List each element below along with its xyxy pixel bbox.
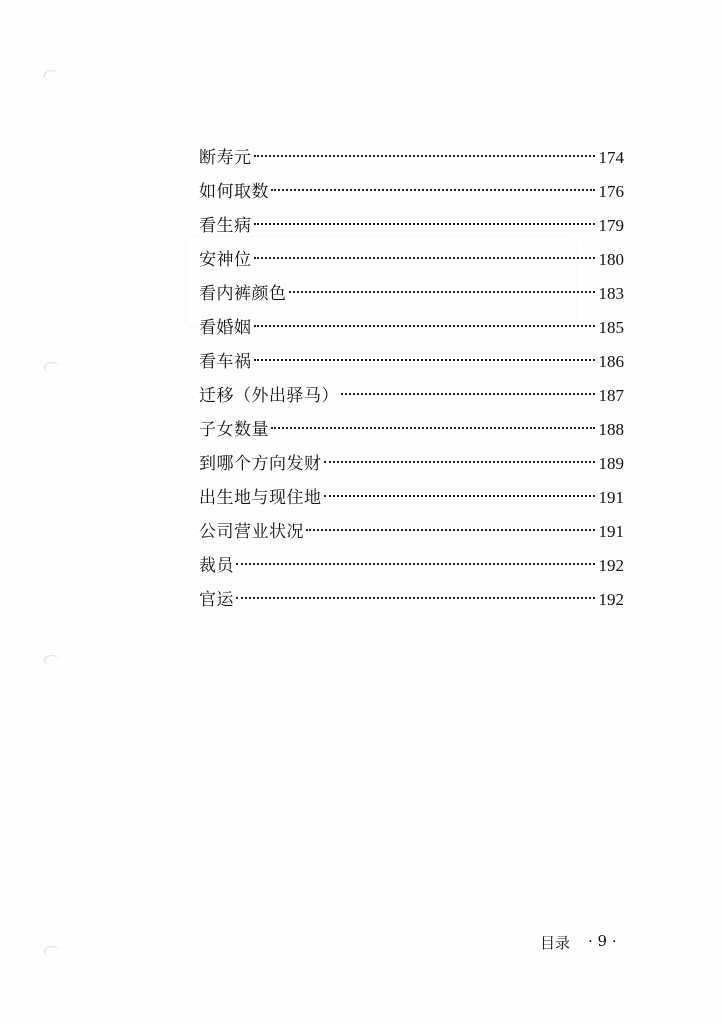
toc-leader-dots (254, 325, 595, 327)
toc-entry-page: 180 (598, 250, 624, 269)
toc-entry-title: 子女数量 (199, 420, 269, 440)
toc-leader-dots (289, 291, 595, 293)
toc-entry-title: 看车祸 (199, 352, 252, 372)
toc-leader-dots (324, 495, 595, 497)
toc-entry-title: 官运 (199, 590, 234, 610)
toc-entry-title: 到哪个方向发财 (199, 454, 322, 474)
toc-entry-page: 174 (598, 148, 624, 167)
punch-mark (44, 70, 59, 81)
toc-leader-dots (254, 257, 595, 259)
toc-entry-page: 187 (598, 386, 624, 405)
toc-entry[interactable] (199, 209, 624, 243)
toc-entry-page: 186 (598, 352, 624, 371)
footer-section-label: 目录 (540, 934, 571, 952)
toc-entry[interactable] (199, 379, 624, 413)
toc-entry-page: 192 (598, 590, 624, 609)
toc-entry[interactable] (199, 447, 624, 481)
table-of-contents (199, 141, 624, 617)
toc-entry[interactable] (199, 243, 624, 277)
toc-leader-dots (324, 461, 595, 463)
toc-leader-dots (341, 393, 595, 395)
toc-leader-dots (254, 155, 595, 157)
toc-entry-page: 183 (598, 284, 624, 303)
toc-entry[interactable] (199, 583, 624, 617)
toc-entry[interactable] (199, 549, 624, 583)
toc-entry-page: 191 (598, 522, 624, 541)
footer-page-number: · 9 · (588, 932, 617, 950)
punch-mark (44, 655, 59, 666)
toc-entry-title: 安神位 (199, 250, 252, 270)
toc-leader-dots (271, 427, 595, 429)
toc-leader-dots (306, 529, 595, 531)
toc-entry[interactable] (199, 175, 624, 209)
toc-entry-title: 迁移（外出驿马） (199, 386, 339, 406)
toc-entry-title: 如何取数 (199, 182, 269, 202)
toc-entry[interactable] (199, 311, 624, 345)
toc-leader-dots (254, 359, 595, 361)
toc-entry[interactable] (199, 141, 624, 175)
toc-entry-title: 看内裤颜色 (199, 284, 287, 304)
toc-entry-title: 裁员 (199, 556, 234, 576)
toc-entry-title: 看生病 (199, 216, 252, 236)
toc-entry[interactable] (199, 277, 624, 311)
page-footer (540, 932, 617, 953)
toc-entry-title: 出生地与现住地 (199, 488, 322, 508)
toc-entry-page: 176 (598, 182, 624, 201)
toc-entry-title: 公司营业状况 (199, 522, 304, 542)
toc-entry[interactable] (199, 413, 624, 447)
toc-entry-page: 189 (598, 454, 624, 473)
toc-leader-dots (236, 597, 595, 599)
toc-entry-title: 断寿元 (199, 148, 252, 168)
punch-mark (44, 362, 59, 373)
toc-leader-dots (254, 223, 595, 225)
toc-entry-page: 185 (598, 318, 624, 337)
toc-entry-page: 192 (598, 556, 624, 575)
toc-entry-page: 179 (598, 216, 624, 235)
toc-entry-title: 看婚姻 (199, 318, 252, 338)
toc-entry[interactable] (199, 345, 624, 379)
toc-entry-page: 191 (598, 488, 624, 507)
toc-entry-page: 188 (598, 420, 624, 439)
toc-leader-dots (236, 563, 595, 565)
toc-leader-dots (271, 189, 595, 191)
toc-entry[interactable] (199, 481, 624, 515)
punch-mark (44, 946, 59, 957)
toc-entry[interactable] (199, 515, 624, 549)
